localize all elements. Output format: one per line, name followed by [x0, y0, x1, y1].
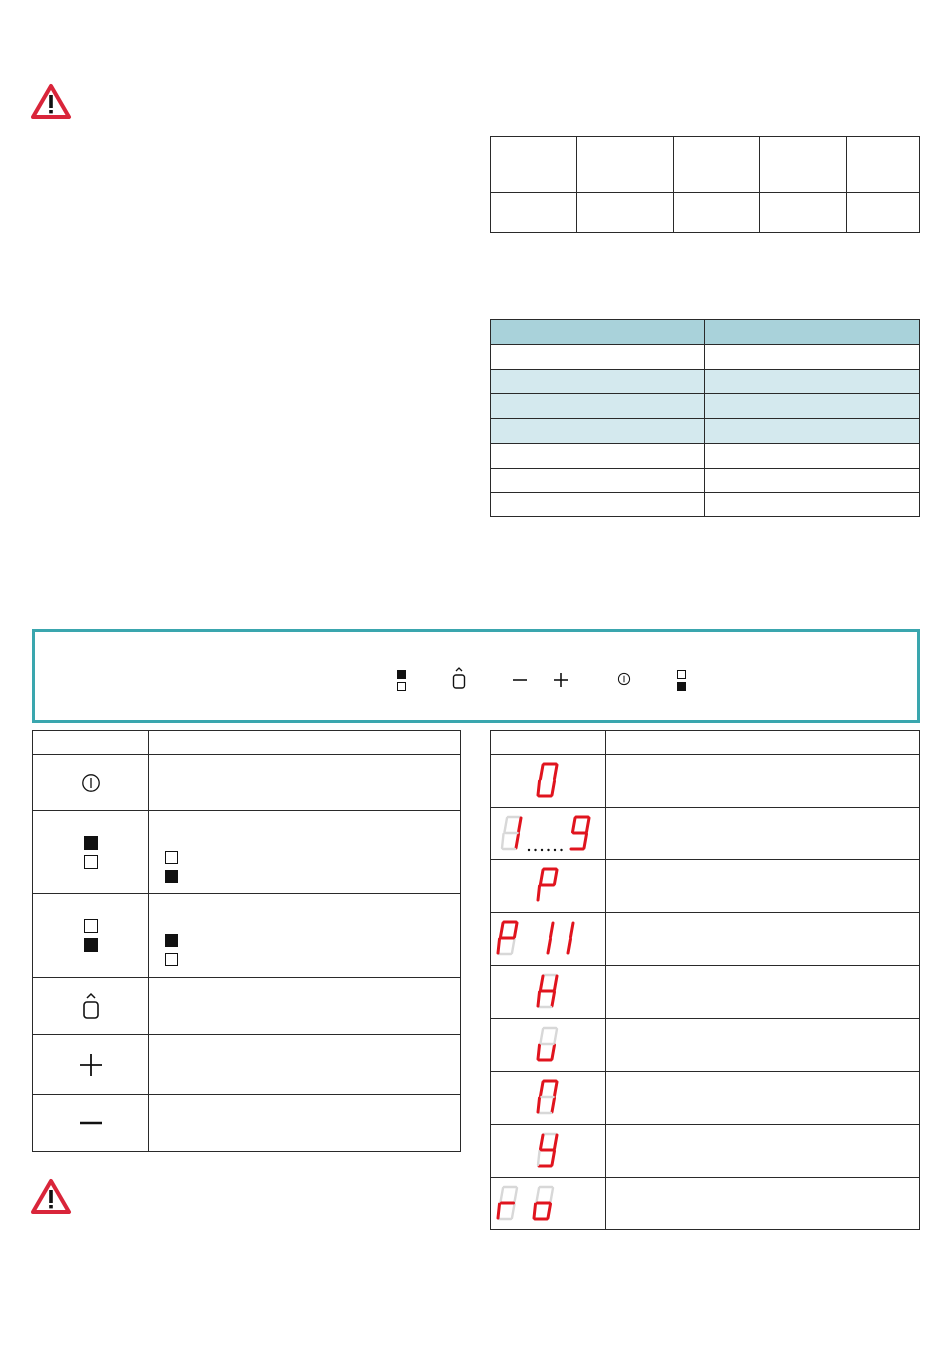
plus-icon[interactable] [553, 672, 569, 688]
table-row [491, 755, 920, 808]
power-icon [81, 773, 101, 793]
segment-display-icon [503, 972, 593, 1012]
table-header-row [33, 731, 461, 755]
warning-triangle-icon [30, 83, 72, 121]
controls-table [32, 730, 461, 1152]
segment-display-icon [503, 1078, 593, 1118]
table-row [491, 966, 920, 1019]
table-row [491, 137, 920, 193]
minus-icon[interactable] [512, 672, 528, 688]
table-row [491, 419, 920, 444]
table-row [491, 370, 920, 394]
segment-display [491, 966, 606, 1019]
table-row [33, 811, 461, 894]
segment-display-icon [503, 1131, 593, 1171]
sequence-icon [165, 934, 178, 966]
lock-icon [80, 992, 102, 1020]
segment-display-icon [493, 919, 603, 959]
table-row [491, 493, 920, 517]
plus-icon [79, 1053, 103, 1077]
table-header-row [491, 320, 920, 345]
segment-display-icon [503, 866, 593, 906]
segment-display [491, 1125, 606, 1178]
table-row [33, 1035, 461, 1095]
table-row [491, 1072, 920, 1125]
table-row [33, 894, 461, 978]
table-row [33, 1095, 461, 1152]
segment-display [491, 913, 606, 966]
segment-display [491, 860, 606, 913]
segment-display [491, 1019, 606, 1072]
lock-icon[interactable] [450, 666, 468, 690]
segment-display-icon [493, 1184, 603, 1224]
table-row [491, 808, 920, 860]
table-row [33, 978, 461, 1035]
segment-display [491, 1072, 606, 1125]
display-codes-table [490, 730, 920, 1230]
front-zone-icon [84, 836, 98, 869]
segment-display-icon [503, 1025, 593, 1065]
segment-display [491, 808, 606, 860]
segment-display [491, 1178, 606, 1230]
table-row [491, 469, 920, 493]
segment-display-icon [493, 814, 603, 854]
table-row [491, 860, 920, 913]
table-row [491, 1178, 920, 1230]
rear-zone-icon [84, 919, 98, 952]
table-row [491, 1125, 920, 1178]
power-icon[interactable] [617, 672, 631, 686]
table-row [491, 193, 920, 233]
table-row [491, 444, 920, 469]
table-row [33, 755, 461, 811]
table-row [491, 394, 920, 419]
table-row [491, 345, 920, 370]
minus-icon [79, 1119, 103, 1127]
specs-table [490, 136, 920, 233]
front-zone-icon[interactable] [397, 670, 406, 691]
control-panel [32, 629, 920, 723]
warning-triangle-icon [30, 1178, 72, 1216]
table-header-row [491, 731, 920, 755]
segment-display [491, 755, 606, 808]
rear-zone-icon[interactable] [677, 670, 686, 691]
table-row [491, 913, 920, 966]
sequence-icon [165, 851, 178, 883]
table-row [491, 1019, 920, 1072]
settings-table [490, 319, 920, 517]
segment-display-icon [503, 761, 593, 801]
